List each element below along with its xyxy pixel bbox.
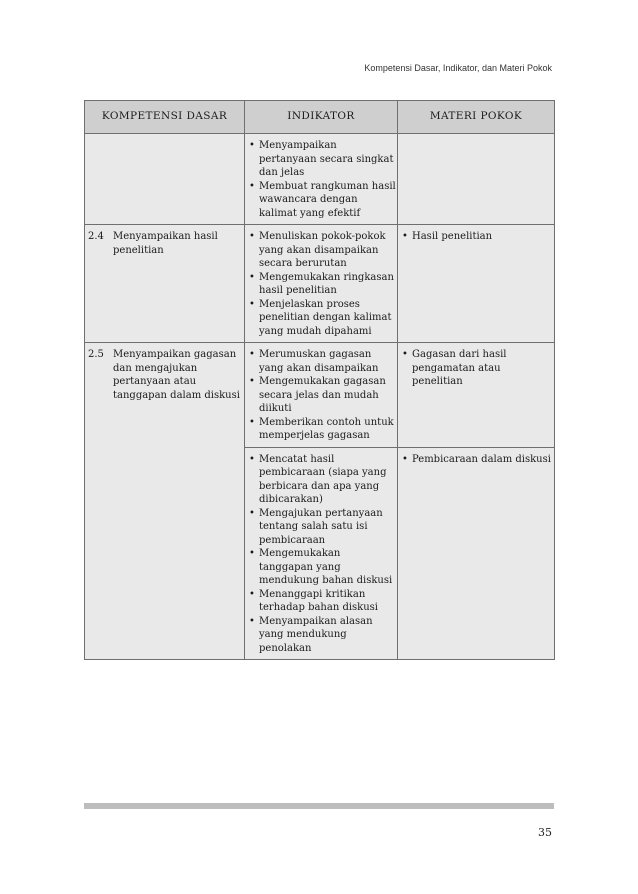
kd-number: 2.4 — [88, 231, 104, 242]
list-item: • Membuat rangkuman hasil wawancara dengan kalimat yang efektif — [249, 180, 396, 219]
table-header-row — [85, 101, 555, 134]
list-item: • Merumuskan gagasan yang akan disampaikan — [249, 349, 379, 374]
bullet-icon: • — [249, 140, 255, 151]
indikator-cell — [245, 343, 398, 448]
indikator-cell — [245, 447, 398, 660]
indikator-cell — [245, 225, 398, 343]
competency-table — [84, 100, 555, 660]
bullet-icon: • — [249, 548, 255, 559]
bullet-icon: • — [249, 507, 255, 519]
kd-text: Menyampaikan hasil penelitian — [113, 231, 218, 256]
list-item: • Menyampaikan alasan yang mendukung penolakan — [249, 615, 373, 654]
list-item: • Menjelaskan proses penelitian dengan kalimat yang mudah dipahami — [249, 298, 392, 337]
kd-number: 2.5 — [88, 349, 104, 360]
list-item: • Mengemukakan gagasan secara jelas dan mudah diikuti — [249, 376, 386, 414]
bullet-icon: • — [402, 231, 408, 242]
header-kompetensi-dasar: KOMPETENSI DASAR — [85, 101, 245, 134]
list-item: • Mengemukakan ringkasan hasil penelitian — [249, 271, 394, 296]
bullet-icon: • — [249, 349, 255, 360]
table-row — [85, 225, 555, 343]
bullet-icon: • — [249, 271, 255, 283]
bullet-icon: • — [249, 298, 255, 310]
header-materi-pokok: MATERI POKOK — [398, 101, 555, 134]
list-item: • Memberikan contoh untuk memperjelas gagasan — [249, 416, 394, 441]
bullet-icon: • — [249, 453, 255, 465]
materi-cell — [398, 225, 555, 343]
page-number: 35 — [538, 826, 552, 839]
bullet-icon: • — [402, 349, 408, 360]
list-item: • Hasil penelitian — [402, 231, 493, 242]
materi-cell — [398, 134, 555, 225]
materi-cell — [398, 343, 555, 448]
list-item: • Menyampaikan pertanyaan secara singkat dan jelas — [249, 140, 394, 178]
bullet-icon: • — [249, 180, 255, 192]
list-item: • Mencatat hasil pembicaraan (siapa yang berbicara dan apa yang dibicarakan) — [249, 453, 387, 505]
kd-cell — [85, 343, 245, 660]
list-item: • Gagasan dari hasil pengamatan atau penelitian — [402, 349, 507, 387]
list-item: • Menanggapi kritikan terhadap bahan diskusi — [249, 588, 379, 613]
bullet-icon: • — [249, 588, 255, 600]
bullet-icon: • — [249, 416, 255, 428]
footer-rule — [84, 803, 554, 809]
kd-cell — [85, 134, 245, 225]
indikator-cell — [245, 134, 398, 225]
bullet-icon: • — [402, 453, 408, 465]
list-item: • Mengajukan pertanyaan tentang salah satu isi pembicaraan — [249, 507, 383, 546]
bullet-icon: • — [249, 231, 255, 242]
materi-cell — [398, 447, 555, 660]
list-item: • Menuliskan pokok-pokok yang akan disampaikan secara berurutan — [249, 231, 386, 269]
header-indikator: INDIKATOR — [245, 101, 398, 134]
kd-text: Menyampaikan gagasan dan mengajukan pertanyaan atau tanggapan dalam diskusi — [113, 349, 240, 401]
table-row — [85, 134, 555, 225]
bullet-icon: • — [249, 615, 255, 627]
bullet-icon: • — [249, 376, 255, 387]
running-head: Kompetensi Dasar, Indikator, dan Materi Pokok — [364, 63, 552, 73]
list-item: • Mengemukakan tanggapan yang mendukung bahan diskusi — [249, 548, 393, 586]
table-row — [85, 343, 555, 448]
list-item: • Pembicaraan dalam diskusi — [402, 453, 551, 465]
kd-cell — [85, 225, 245, 343]
